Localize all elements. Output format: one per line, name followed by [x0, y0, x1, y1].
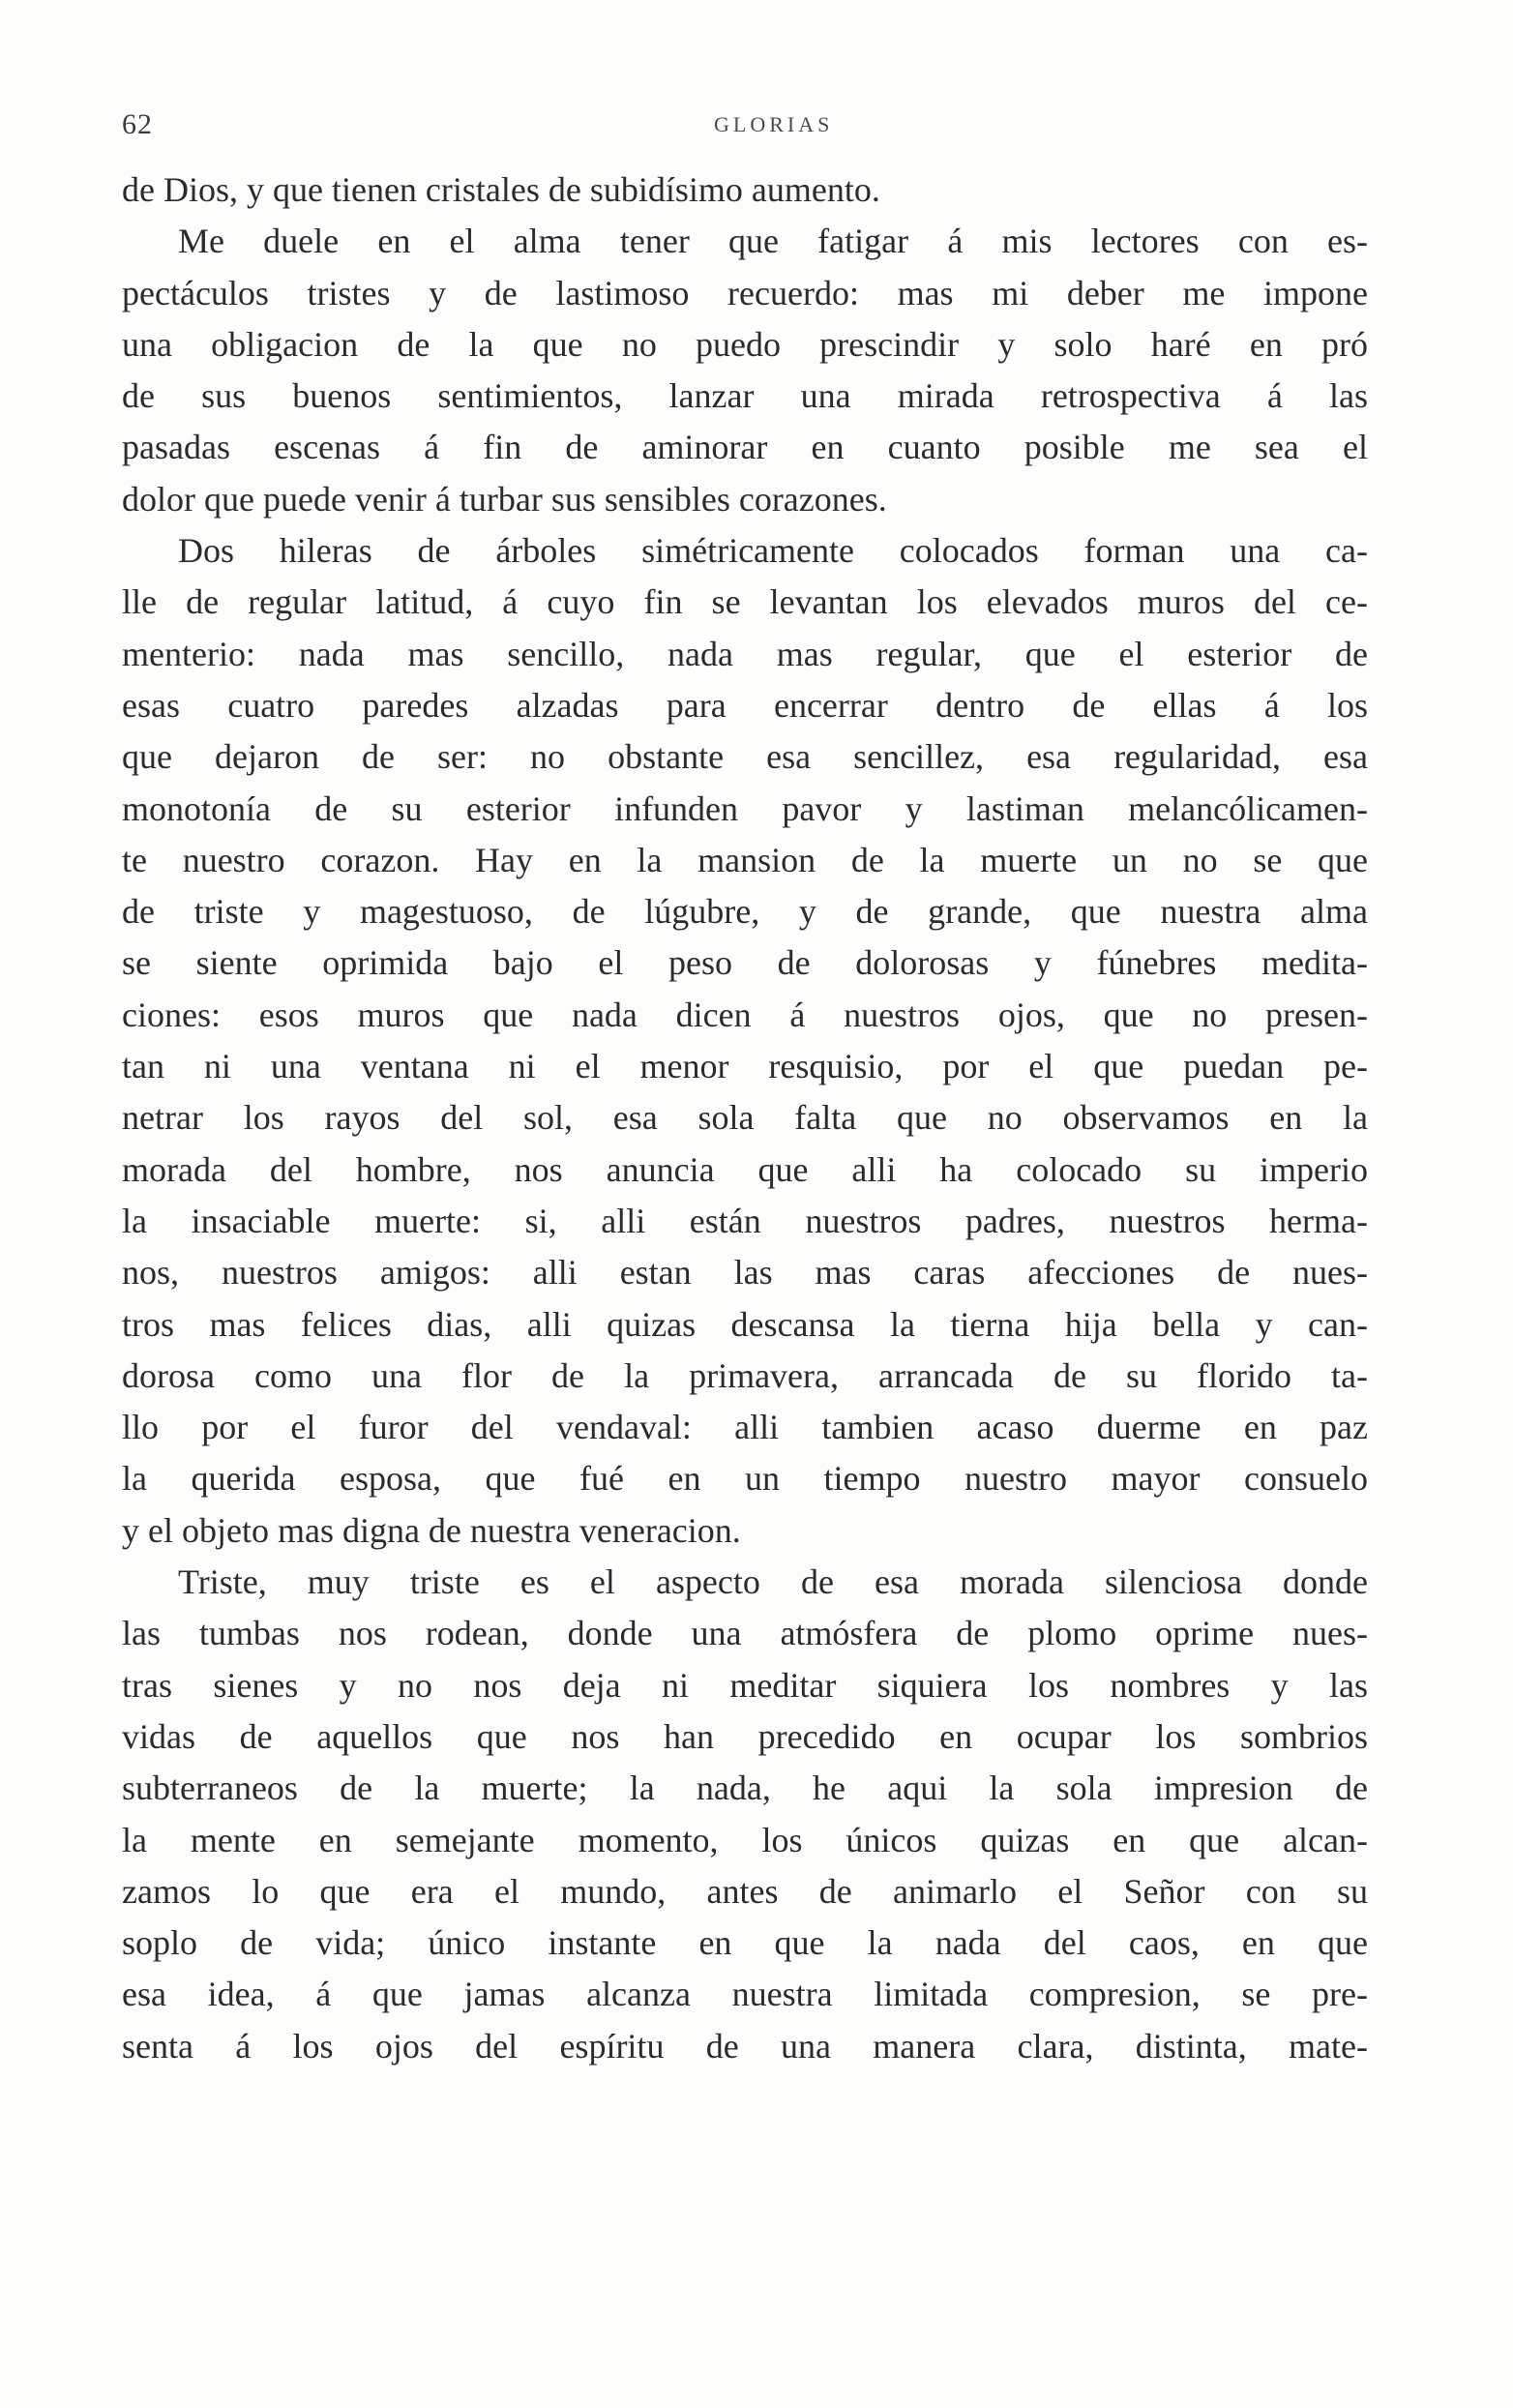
text-line: soplo de vida; único instante en que la nada del caos, en que: [122, 1923, 1368, 1963]
text-line: netrar los rayos del sol, esa sola falta que no observamos en la: [122, 1098, 1368, 1138]
text-line: dorosa como una flor de la primavera, arrancada de su florido ta-: [122, 1355, 1368, 1395]
text-line: de sus buenos sentimientos, lanzar una mirada retrospectiva á las: [122, 376, 1368, 416]
text-line: ciones: esos muros que nada dicen á nuestros ojos, que no presen-: [122, 995, 1368, 1034]
text-line: subterraneos de la muerte; la nada, he aqui la sola impresion de: [122, 1769, 1368, 1808]
text-line: senta á los ojos del espíritu de una manera clara, distinta, mate-: [122, 2026, 1368, 2066]
running-head: [122, 108, 1360, 147]
text-line: la querida esposa, que fué en un tiempo nuestro mayor consuelo: [122, 1459, 1368, 1499]
text-line: llo por el furor del vendaval: alli tambien acaso duerme en paz: [122, 1408, 1368, 1447]
text-line: morada del hombre, nos anuncia que alli ha colocado su imperio: [122, 1149, 1368, 1189]
text-line: zamos lo que era el mundo, antes de animarlo el Señor con su: [122, 1871, 1368, 1911]
text-line: una obligacion de la que no puedo prescindir y solo haré en pró: [122, 324, 1368, 364]
text-line: Dos hileras de árboles simétricamente colocados forman una ca-: [178, 531, 1368, 571]
text-line: pasadas escenas á fin de aminorar en cuanto posible me sea el: [122, 428, 1368, 467]
text-line: tan ni una ventana ni el menor resquisio, por el que puedan pe-: [122, 1047, 1368, 1086]
text-line: Me duele en el alma tener que fatigar á mis lectores con es-: [178, 222, 1368, 261]
text-line: menterio: nada mas sencillo, nada mas regular, que el esterior de: [122, 634, 1368, 673]
text-line: te nuestro corazon. Hay en la mansion de la muerte un no se que: [122, 840, 1368, 879]
text-line: las tumbas nos rodean, donde una atmósfera de plomo oprime nues-: [122, 1614, 1368, 1653]
body-text: [122, 164, 1368, 2072]
text-line: de triste y magestuoso, de lúgubre, y de grande, que nuestra alma: [122, 892, 1368, 932]
text-line: la mente en semejante momento, los únicos quizas en que alcan-: [122, 1820, 1368, 1859]
text-line: Triste, muy triste es el aspecto de esa morada silenciosa donde: [178, 1562, 1368, 1602]
text-line: y el objeto mas digna de nuestra veneracion.: [122, 1510, 741, 1550]
text-line: vidas de aquellos que nos han precedido en ocupar los sombrios: [122, 1716, 1368, 1756]
page-number: 62: [122, 108, 153, 140]
text-line: que dejaron de ser: no obstante esa sencillez, esa regularidad, esa: [122, 737, 1368, 777]
running-title: GLORIAS: [714, 112, 834, 136]
text-line: tros mas felices dias, alli quizas descansa la tierna hija bella y can-: [122, 1304, 1368, 1344]
text-line: se siente oprimida bajo el peso de dolorosas y fúnebres medita-: [122, 943, 1368, 983]
text-line: pectáculos tristes y de lastimoso recuerdo: mas mi deber me impone: [122, 273, 1368, 312]
text-line: dolor que puede venir á turbar sus sensibles corazones.: [122, 479, 887, 519]
text-line: tras sienes y no nos deja ni meditar siquiera los nombres y las: [122, 1665, 1368, 1705]
text-line: de Dios, y que tienen cristales de subidísimo aumento.: [122, 170, 880, 209]
text-line: esa idea, á que jamas alcanza nuestra limitada compresion, se pre-: [122, 1975, 1368, 2014]
text-line: lle de regular latitud, á cuyo fin se levantan los elevados muros del ce-: [122, 582, 1368, 622]
text-line: esas cuatro paredes alzadas para encerrar dentro de ellas á los: [122, 685, 1368, 725]
text-line: la insaciable muerte: si, alli están nuestros padres, nuestros herma-: [122, 1201, 1368, 1240]
text-line: nos, nuestros amigos: alli estan las mas caras afecciones de nues-: [122, 1253, 1368, 1293]
text-line: monotonía de su esterior infunden pavor y lastiman melancólicamen-: [122, 788, 1368, 828]
